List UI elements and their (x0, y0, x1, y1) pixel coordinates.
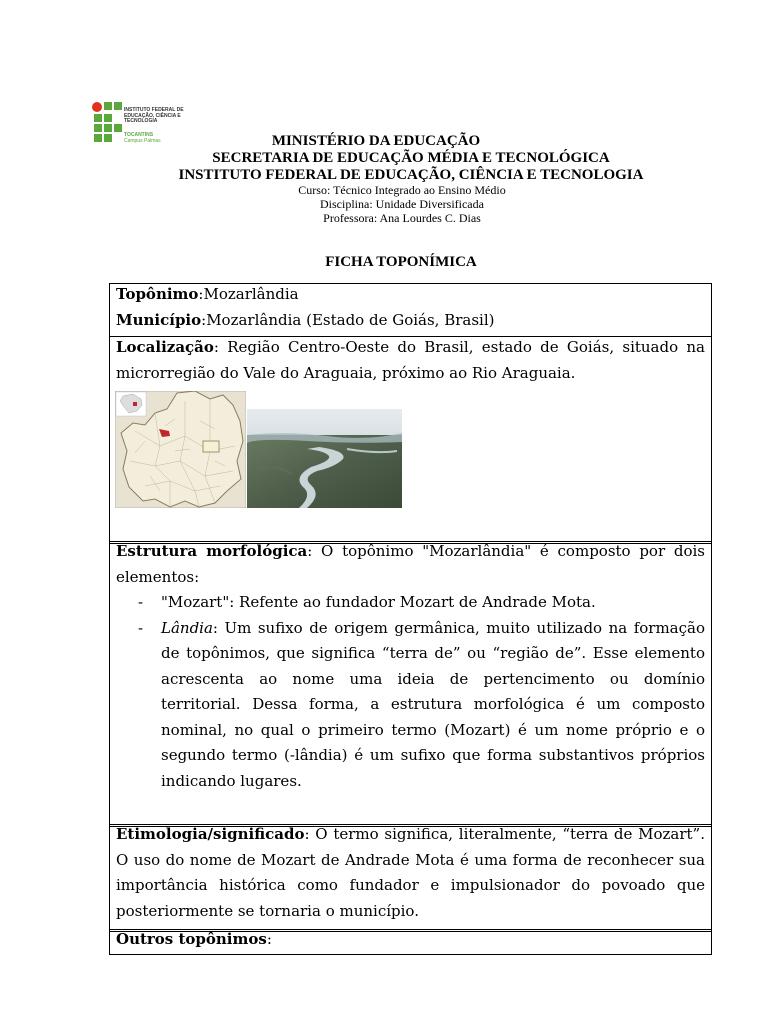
logo-campus-text: Campus Palmas (124, 138, 161, 144)
toponymic-table (109, 283, 712, 955)
label-morphology: Estrutura morfológica (116, 542, 308, 560)
bullet-landia-term: Lândia (161, 618, 213, 637)
header-discipline: Disciplina: Unidade Diversificada (320, 197, 484, 211)
value-location-line1: : Região Centro-Oeste do Brasil, estado de Goiás, situado na (213, 338, 705, 356)
value-toponym: :Mozarlândia (198, 285, 299, 303)
label-municipality: Município (116, 310, 202, 329)
logo-state-text: TOCANTINS (124, 132, 154, 138)
header-secretariat: SECRETARIA DE EDUCAÇÃO MÉDIA E TECNOLÓGICA (212, 150, 610, 166)
cell-other-toponyms: Outros topônimos: (116, 930, 272, 948)
value-morphology-line1: : O topônimo "Mozarlândia" é composto por dois (307, 542, 705, 560)
page-title: FICHA TOPONÍMICA (325, 254, 477, 270)
list-item: - Lândia: Um sufixo de origem germânica, muito utilizado na formação de topônimos, que significa “terra de” ou “região de”. Esse elemento acrescenta ao nome uma ideia de pertencimento ou domínio territorial. Dessa forma, a estrutura morfológica é um composto nominal, no qual o primeiro termo (Mozart) é um nome próprio e o segundo termo (-lândia) é um sufixo que forma substantivos próprios indicando lugares. (138, 618, 705, 790)
label-etymology: Etimologia/significado (116, 825, 305, 843)
bullet-landia-text: : Um sufixo de origem germânica, muito utilizado na formação de topônimos, que significa “terra de” ou “região de”. Esse elemento acrescenta ao nome uma ideia de pertencimento ou domínio territorial. Dessa forma, a estrutura morfológica é um composto nominal, no qual o primeiro termo (Mozart) é um nome próprio e o segundo termo (-lândia) é um sufixo que forma substantivos próprios indicando lugares. (161, 618, 705, 790)
header-teacher: Professora: Ana Lourdes C. Dias (323, 211, 481, 225)
list-item: - "Mozart": Refente ao fundador Mozart de Andrade Mota. (138, 593, 596, 611)
logo-red-dot (92, 102, 102, 112)
cell-location (116, 335, 705, 386)
araguaia-river-photo (247, 409, 402, 508)
goias-map-image (115, 391, 246, 508)
morphology-list (116, 590, 705, 794)
value-municipality: :Mozarlândia (Estado de Goiás, Brasil) (201, 310, 495, 329)
value-morphology-line2: elementos: (116, 567, 200, 586)
cell-etymology (116, 822, 705, 924)
label-location: Localização (116, 338, 214, 356)
cell-toponym (116, 282, 705, 333)
logo-institution-text: INSTITUTO FEDERAL DE EDUCAÇÃO, CIÊNCIA E TECNOLOGIA (124, 107, 184, 125)
header-course: Curso: Técnico Integrado ao Ensino Médio (298, 183, 506, 197)
header-institute: INSTITUTO FEDERAL DE EDUCAÇÃO, CIÊNCIA E TECNOLOGIA (178, 167, 644, 183)
label-toponym: Topônimo (116, 285, 199, 303)
cell-morphology (116, 539, 705, 794)
header-ministry: MINISTÉRIO DA EDUCAÇÃO (271, 133, 481, 149)
value-location-line2: microrregião do Vale do Araguaia, próximo ao Rio Araguaia. (116, 363, 576, 382)
bullet-mozart: "Mozart": Refente ao fundador Mozart de Andrade Mota. (161, 593, 596, 611)
value-etymology: : O termo significa, literalmente, “terra de Mozart”. O uso do nome de Mozart de Andrade Mota é uma forma de reconhecer sua importância histórica como fundador e impulsionador do povoado que posteriormente se tornaria o município. (116, 825, 705, 920)
label-other-toponyms: Outros topônimos (116, 930, 267, 948)
